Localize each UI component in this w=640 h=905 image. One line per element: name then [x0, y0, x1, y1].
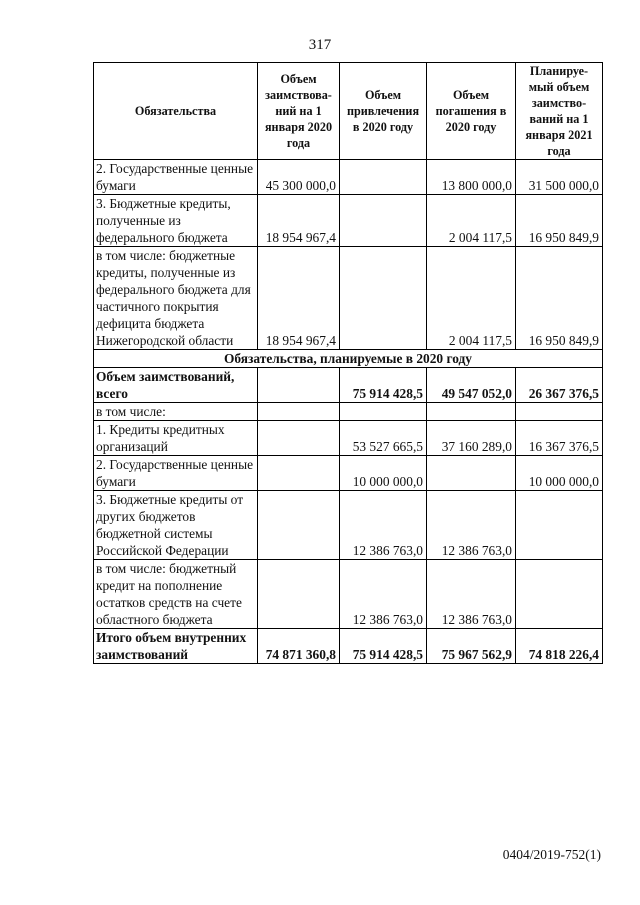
row-label: 2. Государственные ценные бумаги	[94, 160, 258, 195]
row-label: 2. Государственные ценные бумаги	[94, 456, 258, 491]
cell-attraction-2020	[340, 247, 427, 350]
document-code: 0404/2019-752(1)	[502, 847, 601, 862]
header-volume-jan-2020: Объем заимствова-ний на 1 января 2020 года	[258, 63, 340, 160]
cell-planned-jan-2021	[516, 403, 603, 421]
header-attraction-2020: Объем привлечения в 2020 году	[340, 63, 427, 160]
cell-planned-jan-2021	[516, 491, 603, 560]
table-row	[94, 160, 603, 195]
cell-attraction-2020: 12 386 763,0	[340, 560, 427, 629]
row-label: Итого объем внутренних заимствований	[94, 629, 258, 664]
total-row	[94, 629, 603, 664]
table-row	[94, 195, 603, 247]
table-row	[94, 247, 603, 350]
cell-repayment-2020	[427, 403, 516, 421]
cell-repayment-2020: 49 547 052,0	[427, 368, 516, 403]
cell-planned-jan-2021	[516, 560, 603, 629]
cell-volume-jan-2020	[258, 491, 340, 560]
cell-attraction-2020	[340, 403, 427, 421]
cell-planned-jan-2021: 74 818 226,4	[516, 629, 603, 664]
cell-volume-jan-2020	[258, 421, 340, 456]
row-label: в том числе:	[94, 403, 258, 421]
cell-attraction-2020: 53 527 665,5	[340, 421, 427, 456]
cell-repayment-2020: 2 004 117,5	[427, 247, 516, 350]
row-label: 1. Кредиты кредитных организаций	[94, 421, 258, 456]
section-row	[94, 350, 603, 368]
cell-repayment-2020	[427, 456, 516, 491]
table-row	[94, 368, 603, 403]
cell-repayment-2020: 12 386 763,0	[427, 560, 516, 629]
cell-attraction-2020: 10 000 000,0	[340, 456, 427, 491]
cell-volume-jan-2020: 18 954 967,4	[258, 247, 340, 350]
header-repayment-2020: Объем погашения в 2020 году	[427, 63, 516, 160]
cell-repayment-2020: 2 004 117,5	[427, 195, 516, 247]
table-row	[94, 403, 603, 421]
cell-volume-jan-2020: 18 954 967,4	[258, 195, 340, 247]
cell-volume-jan-2020: 74 871 360,8	[258, 629, 340, 664]
cell-volume-jan-2020: 45 300 000,0	[258, 160, 340, 195]
borrowings-table	[93, 62, 603, 664]
cell-planned-jan-2021: 16 950 849,9	[516, 247, 603, 350]
cell-repayment-2020: 12 386 763,0	[427, 491, 516, 560]
table-row	[94, 560, 603, 629]
cell-repayment-2020: 13 800 000,0	[427, 160, 516, 195]
page-number: 317	[308, 37, 332, 53]
cell-attraction-2020: 75 914 428,5	[340, 368, 427, 403]
table-row	[94, 491, 603, 560]
row-label: в том числе: бюджетный кредит на пополнение остатков средств на счете областного бюджета	[94, 560, 258, 629]
cell-attraction-2020	[340, 160, 427, 195]
header-obligations: Обязательства	[94, 63, 258, 160]
cell-attraction-2020: 12 386 763,0	[340, 491, 427, 560]
cell-planned-jan-2021: 16 950 849,9	[516, 195, 603, 247]
cell-volume-jan-2020	[258, 456, 340, 491]
cell-volume-jan-2020	[258, 403, 340, 421]
cell-planned-jan-2021: 10 000 000,0	[516, 456, 603, 491]
cell-planned-jan-2021: 31 500 000,0	[516, 160, 603, 195]
table-header-row	[94, 63, 603, 160]
section-title: Обязательства, планируемые в 2020 году	[94, 350, 603, 368]
cell-attraction-2020	[340, 195, 427, 247]
cell-volume-jan-2020	[258, 368, 340, 403]
row-label: 3. Бюджетные кредиты от других бюджетов бюджетной системы Российской Федерации	[94, 491, 258, 560]
cell-planned-jan-2021: 26 367 376,5	[516, 368, 603, 403]
cell-planned-jan-2021: 16 367 376,5	[516, 421, 603, 456]
table-row	[94, 456, 603, 491]
row-label: Объем заимствований, всего	[94, 368, 258, 403]
header-planned-jan-2021: Планируе-мый объем заимство-ваний на 1 января 2021 года	[516, 63, 603, 160]
row-label: в том числе: бюджетные кредиты, полученные из федерального бюджета для частичного покрытия дефицита бюджета Нижегородской области	[94, 247, 258, 350]
cell-volume-jan-2020	[258, 560, 340, 629]
cell-attraction-2020: 75 914 428,5	[340, 629, 427, 664]
cell-repayment-2020: 75 967 562,9	[427, 629, 516, 664]
cell-repayment-2020: 37 160 289,0	[427, 421, 516, 456]
table-row	[94, 421, 603, 456]
row-label: 3. Бюджетные кредиты, полученные из федерального бюджета	[94, 195, 258, 247]
